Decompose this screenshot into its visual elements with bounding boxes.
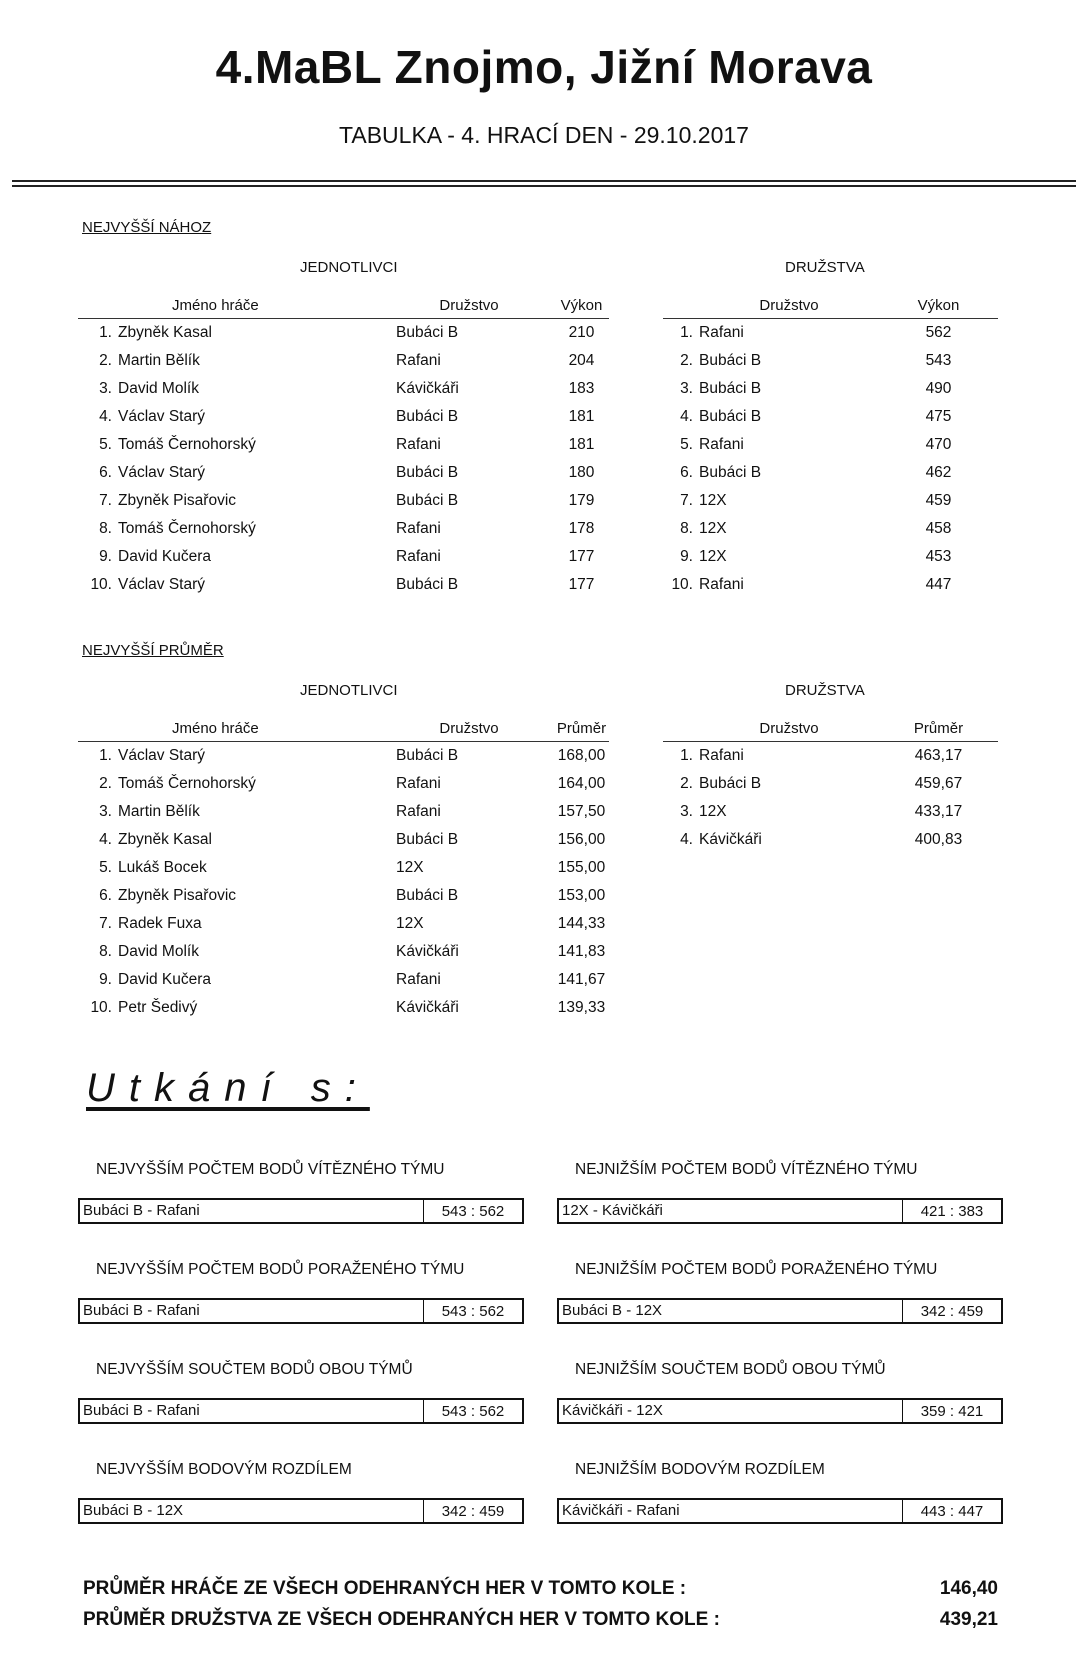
value-cell: 181 — [568, 408, 595, 425]
player-name-cell: David Kučera — [118, 971, 212, 988]
table-row — [78, 854, 609, 882]
table-row — [663, 403, 998, 431]
table-row — [663, 487, 998, 515]
column-header: Družstvo — [699, 717, 879, 742]
team-cell: Bubáci B — [699, 775, 762, 792]
value-cell: 144,33 — [557, 915, 606, 932]
match-score: 443 : 447 — [920, 1503, 984, 1520]
player-name-cell: David Molík — [118, 943, 199, 960]
value-cell: 156,00 — [557, 831, 606, 848]
team-cell: Rafani — [396, 971, 441, 988]
value-cell: 470 — [925, 436, 952, 453]
value-cell: 459,67 — [914, 775, 963, 792]
rank-cell: 2. — [99, 775, 112, 792]
table-row — [78, 487, 609, 515]
rank-cell: 1. — [99, 747, 112, 764]
player-average-label: PRŮMĚR HRÁČE ZE VŠECH ODEHRANÝCH HER V TOMTO KOLE : — [83, 1578, 687, 1599]
match-result-box — [78, 1198, 524, 1224]
team-cell: Bubáci B — [699, 464, 762, 481]
value-cell: 204 — [568, 352, 595, 369]
match-score: 543 : 562 — [441, 1203, 505, 1220]
rank-cell: 4. — [680, 831, 693, 848]
match-teams: Bubáci B - Rafani — [80, 1400, 424, 1422]
table-row — [663, 515, 998, 543]
prumer-teams-heading: DRUŽSTVA — [785, 682, 865, 699]
match-result-box — [557, 1298, 1003, 1324]
team-cell: Rafani — [699, 436, 744, 453]
match-score: 421 : 383 — [920, 1203, 984, 1220]
team-cell: 12X — [699, 803, 727, 820]
match-score: 543 : 562 — [441, 1403, 505, 1420]
value-cell: 453 — [925, 548, 952, 565]
team-cell: Kávičkáři — [396, 943, 459, 960]
table-row — [663, 742, 998, 771]
value-cell: 155,00 — [557, 859, 606, 876]
column-header: Průměr — [554, 717, 609, 742]
match-category-label: NEJVYŠŠÍM SOUČTEM BODŮ OBOU TÝMŮ — [96, 1361, 413, 1378]
match-result-box — [557, 1398, 1003, 1424]
match-score: 342 : 459 — [920, 1303, 984, 1320]
match-category-label: NEJNIŽŠÍM POČTEM BODŮ PORAŽENÉHO TÝMU — [575, 1261, 938, 1278]
table-row — [78, 938, 609, 966]
table-row — [663, 431, 998, 459]
value-cell: 400,83 — [914, 831, 963, 848]
column-header: Družstvo — [699, 294, 879, 319]
rank-cell: 4. — [680, 408, 693, 425]
rank-cell: 5. — [99, 859, 112, 876]
match-category-label: NEJNIŽŠÍM SOUČTEM BODŮ OBOU TÝMŮ — [575, 1361, 886, 1378]
player-name-cell: Petr Šedivý — [118, 999, 198, 1016]
rank-cell: 2. — [99, 352, 112, 369]
table-row — [663, 770, 998, 798]
match-category-label: NEJVYŠŠÍM POČTEM BODŮ VÍTĚZNÉHO TÝMU — [96, 1161, 445, 1178]
player-name-cell: Martin Bělík — [118, 803, 200, 820]
team-cell: Bubáci B — [699, 380, 762, 397]
team-cell: 12X — [699, 548, 727, 565]
player-name-cell: Václav Starý — [118, 408, 206, 425]
player-name-cell: Tomáš Černohorský — [118, 520, 256, 537]
section-heading-prumer: NEJVYŠŠÍ PRŮMĚR — [82, 642, 224, 659]
rank-cell: 4. — [99, 831, 112, 848]
value-cell: 153,00 — [557, 887, 606, 904]
rank-cell: 10. — [90, 999, 112, 1016]
table-row — [78, 459, 609, 487]
match-category-label: NEJVYŠŠÍM BODOVÝM ROZDÍLEM — [96, 1461, 352, 1478]
table-row — [78, 770, 609, 798]
player-name-cell: Zbyněk Kasal — [118, 324, 212, 341]
prumer-individuals-heading: JEDNOTLIVCI — [300, 682, 398, 699]
rank-cell: 9. — [680, 548, 693, 565]
rank-cell: 2. — [680, 352, 693, 369]
table-row — [663, 826, 998, 854]
table-row — [663, 571, 998, 599]
match-category-label: NEJNIŽŠÍM BODOVÝM ROZDÍLEM — [575, 1461, 825, 1478]
nahoz-teams-heading: DRUŽSTVA — [785, 259, 865, 276]
value-cell: 183 — [568, 380, 595, 397]
value-cell: 459 — [925, 492, 952, 509]
value-cell: 180 — [568, 464, 595, 481]
table-row — [78, 742, 609, 771]
column-header: Jméno hráče — [118, 294, 384, 319]
team-cell: Rafani — [396, 436, 441, 453]
rank-cell: 7. — [99, 915, 112, 932]
team-cell: Bubáci B — [396, 408, 459, 425]
column-header: Jméno hráče — [118, 717, 384, 742]
player-name-cell: Zbyněk Kasal — [118, 831, 212, 848]
table-row — [663, 798, 998, 826]
team-cell: Rafani — [396, 548, 441, 565]
column-header: Průměr — [879, 717, 998, 742]
table-row — [78, 798, 609, 826]
nahoz-individuals-heading: JEDNOTLIVCI — [300, 259, 398, 276]
match-result-box — [557, 1498, 1003, 1524]
table-row — [663, 347, 998, 375]
rank-cell: 4. — [99, 408, 112, 425]
header-divider-top — [12, 180, 1076, 182]
rank-cell: 2. — [680, 775, 693, 792]
table-row — [78, 994, 609, 1022]
rank-cell: 3. — [99, 803, 112, 820]
prumer-individuals-table — [78, 717, 609, 1022]
header-divider-bottom — [12, 185, 1076, 187]
match-teams: Kávičkáři - Rafani — [559, 1500, 903, 1522]
table-row — [78, 403, 609, 431]
team-cell: Bubáci B — [396, 324, 459, 341]
table-row — [78, 319, 609, 348]
player-average-value: 146,40 — [939, 1578, 998, 1599]
player-name-cell: Lukáš Bocek — [118, 859, 207, 876]
nahoz-individuals-table — [78, 294, 609, 599]
team-average-value: 439,21 — [939, 1609, 998, 1630]
match-category-label: NEJNIŽŠÍM POČTEM BODŮ VÍTĚZNÉHO TÝMU — [575, 1161, 918, 1178]
team-average-label: PRŮMĚR DRUŽSTVA ZE VŠECH ODEHRANÝCH HER V TOMTO KOLE : — [83, 1609, 720, 1630]
match-teams: Kávičkáři - 12X — [559, 1400, 903, 1422]
value-cell: 177 — [568, 548, 595, 565]
table-row — [78, 882, 609, 910]
player-name-cell: David Molík — [118, 380, 199, 397]
column-header: Družstvo — [384, 717, 554, 742]
page-subtitle: TABULKA - 4. HRACÍ DEN - 29.10.2017 — [339, 122, 749, 148]
match-teams: Bubáci B - Rafani — [80, 1300, 424, 1322]
player-name-cell: Zbyněk Pisařovic — [118, 492, 237, 509]
match-teams: 12X - Kávičkáři — [559, 1200, 903, 1222]
match-score: 342 : 459 — [441, 1503, 505, 1520]
rank-cell: 3. — [680, 803, 693, 820]
team-cell: Kávičkáři — [396, 999, 459, 1016]
team-cell: Bubáci B — [396, 831, 459, 848]
match-category-label: NEJVYŠŠÍM POČTEM BODŮ PORAŽENÉHO TÝMU — [96, 1261, 465, 1278]
match-result-box — [78, 1498, 524, 1524]
value-cell: 475 — [925, 408, 952, 425]
value-cell: 168,00 — [557, 747, 606, 764]
player-name-cell: Martin Bělík — [118, 352, 200, 369]
value-cell: 447 — [925, 576, 952, 593]
table-row — [663, 319, 998, 348]
team-cell: Bubáci B — [396, 464, 459, 481]
match-teams: Bubáci B - 12X — [80, 1500, 424, 1522]
column-header: Družstvo — [384, 294, 554, 319]
team-cell: Bubáci B — [699, 408, 762, 425]
team-cell: Rafani — [699, 324, 744, 341]
rank-cell: 1. — [680, 747, 693, 764]
value-cell: 178 — [568, 520, 595, 537]
value-cell: 543 — [925, 352, 952, 369]
value-cell: 139,33 — [557, 999, 606, 1016]
rank-cell: 10. — [671, 576, 693, 593]
value-cell: 562 — [925, 324, 952, 341]
table-row — [78, 571, 609, 599]
team-cell: Rafani — [396, 775, 441, 792]
team-cell: 12X — [699, 492, 727, 509]
table-row — [78, 543, 609, 571]
rank-cell: 7. — [680, 492, 693, 509]
value-cell: 157,50 — [557, 803, 606, 820]
section-heading-nahoz: NEJVYŠŠÍ NÁHOZ — [82, 219, 212, 236]
page-title: 4.MaBL Znojmo, Jižní Morava — [215, 41, 873, 93]
rank-cell: 1. — [680, 324, 693, 341]
column-header: Výkon — [554, 294, 609, 319]
rank-cell: 8. — [99, 943, 112, 960]
rank-cell: 3. — [680, 380, 693, 397]
match-result-box — [78, 1398, 524, 1424]
match-result-box — [557, 1198, 1003, 1224]
value-cell: 141,67 — [557, 971, 606, 988]
player-name-cell: Václav Starý — [118, 464, 206, 481]
player-name-cell: Radek Fuxa — [118, 915, 202, 932]
team-cell: 12X — [396, 859, 424, 876]
player-name-cell: Tomáš Černohorský — [118, 775, 256, 792]
table-row — [663, 459, 998, 487]
team-cell: Bubáci B — [396, 747, 459, 764]
match-teams: Bubáci B - Rafani — [80, 1200, 424, 1222]
rank-cell: 9. — [99, 548, 112, 565]
team-cell: Rafani — [699, 576, 744, 593]
player-name-cell: Tomáš Černohorský — [118, 436, 256, 453]
team-cell: Kávičkáři — [396, 380, 459, 397]
rank-cell: 1. — [99, 324, 112, 341]
player-name-cell: Václav Starý — [118, 747, 206, 764]
team-cell: 12X — [699, 520, 727, 537]
team-cell: Rafani — [699, 747, 744, 764]
table-row — [78, 375, 609, 403]
rank-cell: 10. — [90, 576, 112, 593]
value-cell: 164,00 — [557, 775, 606, 792]
match-result-box — [78, 1298, 524, 1324]
team-cell: Kávičkáři — [699, 831, 762, 848]
table-row — [78, 966, 609, 994]
rank-cell: 6. — [680, 464, 693, 481]
table-row — [78, 347, 609, 375]
rank-cell: 6. — [99, 887, 112, 904]
column-header: Výkon — [879, 294, 998, 319]
nahoz-teams-table — [663, 294, 998, 599]
value-cell: 177 — [568, 576, 595, 593]
team-cell: 12X — [396, 915, 424, 932]
rank-cell: 5. — [680, 436, 693, 453]
team-cell: Rafani — [396, 520, 441, 537]
value-cell: 141,83 — [557, 943, 606, 960]
value-cell: 462 — [925, 464, 952, 481]
prumer-teams-table — [663, 717, 998, 854]
team-cell: Rafani — [396, 352, 441, 369]
table-row — [78, 910, 609, 938]
rank-cell: 6. — [99, 464, 112, 481]
value-cell: 463,17 — [914, 747, 963, 764]
table-row — [78, 515, 609, 543]
table-row — [663, 375, 998, 403]
team-cell: Bubáci B — [396, 576, 459, 593]
value-cell: 210 — [568, 324, 595, 341]
rank-cell: 5. — [99, 436, 112, 453]
table-row — [78, 826, 609, 854]
value-cell: 458 — [925, 520, 952, 537]
rank-cell: 3. — [99, 380, 112, 397]
team-cell: Rafani — [396, 803, 441, 820]
player-name-cell: Zbyněk Pisařovic — [118, 887, 237, 904]
rank-cell: 7. — [99, 492, 112, 509]
rank-cell: 8. — [680, 520, 693, 537]
value-cell: 433,17 — [914, 803, 963, 820]
player-name-cell: Václav Starý — [118, 576, 206, 593]
table-row — [78, 431, 609, 459]
match-score: 543 : 562 — [441, 1303, 505, 1320]
player-name-cell: David Kučera — [118, 548, 212, 565]
rank-cell: 8. — [99, 520, 112, 537]
rank-cell: 9. — [99, 971, 112, 988]
matches-heading: Utkání s: — [86, 1066, 370, 1110]
value-cell: 179 — [568, 492, 595, 509]
team-cell: Bubáci B — [396, 887, 459, 904]
team-cell: Bubáci B — [396, 492, 459, 509]
value-cell: 490 — [925, 380, 952, 397]
table-row — [663, 543, 998, 571]
value-cell: 181 — [568, 436, 595, 453]
team-cell: Bubáci B — [699, 352, 762, 369]
match-score: 359 : 421 — [920, 1403, 984, 1420]
match-teams: Bubáci B - 12X — [559, 1300, 903, 1322]
